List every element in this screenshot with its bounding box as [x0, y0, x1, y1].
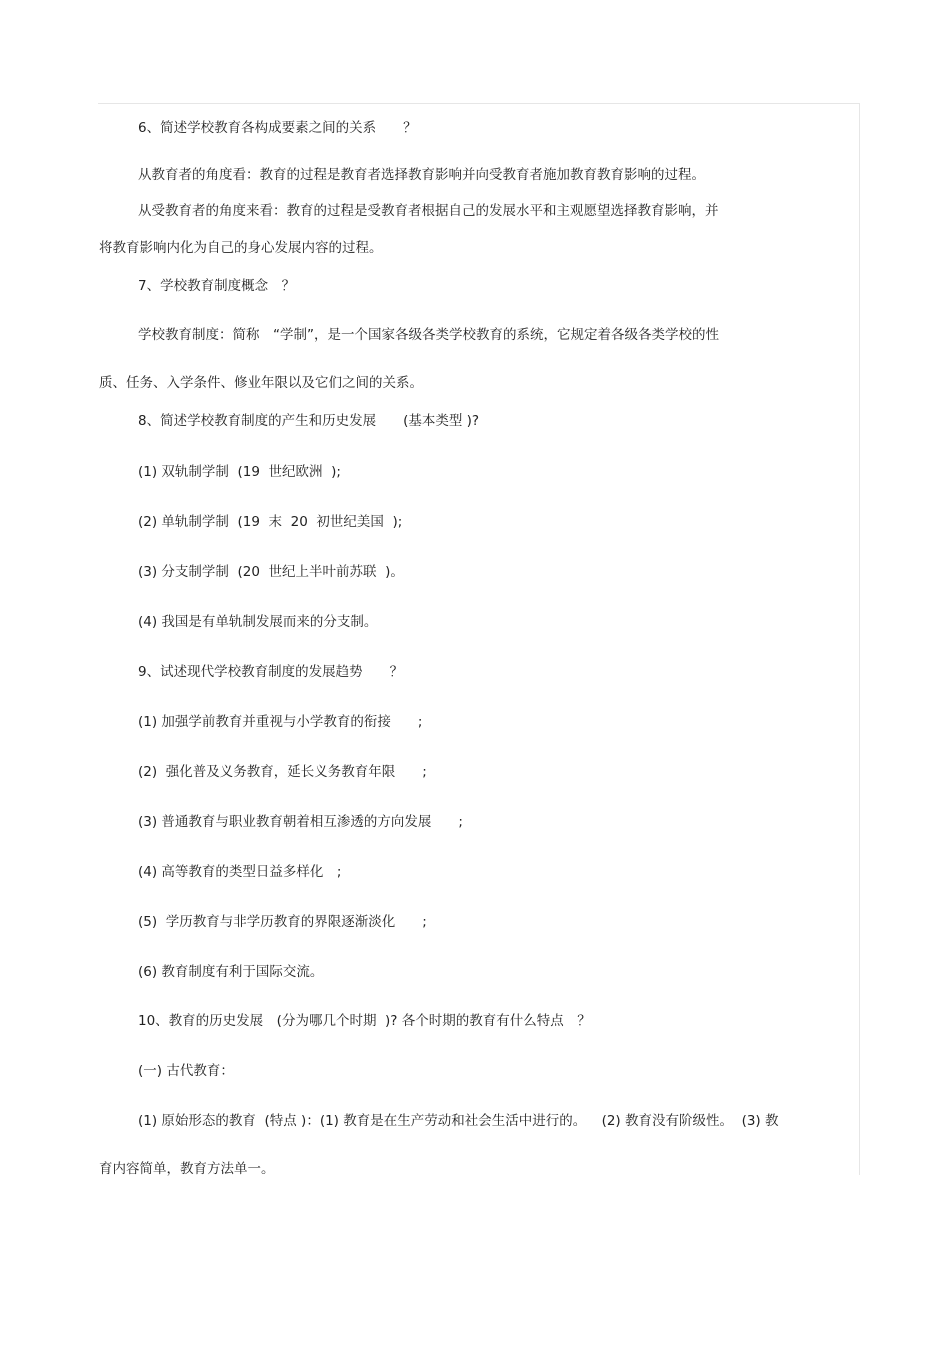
question-7-heading: 7、学校教育制度概念 ？ [138, 278, 296, 294]
list-item: (4) 我国是有单轨制发展而来的分支制。 [138, 614, 378, 630]
question-8-heading: 8、简述学校教育制度的产生和历史发展 (基本类型 )? [138, 413, 480, 429]
list-item: (4) 高等教育的类型日益多样化 ; [138, 864, 342, 880]
question-9-heading: 9、试述现代学校教育制度的发展趋势 ？ [138, 664, 404, 680]
paragraph-school-system-line1: 学校教育制度：简称 “学制”，是一个国家各级各类学校教育的系统，它规定着各级各类学校的性 [138, 327, 719, 343]
paragraph-learner-view-line2: 将教育影响内化为自己的身心发展内容的过程。 [99, 240, 383, 256]
list-item: (2) 单轨制学制 (19 末 20 初世纪美国 ); [138, 514, 403, 530]
list-item: (2) 强化普及义务教育，延长义务教育年限 ; [138, 764, 427, 780]
list-item: (5) 学历教育与非学历教育的界限逐渐淡化 ; [138, 914, 427, 930]
list-item: (1) 加强学前教育并重视与小学教育的衔接 ; [138, 714, 423, 730]
list-item: (1) 双轨制学制 (19 世纪欧洲 ); [138, 464, 341, 480]
page-frame-top-border [98, 103, 860, 104]
paragraph-educator-view: 从教育者的角度看：教育的过程是教育者选择教育影响并向受教育者施加教育教育影响的过程。 [138, 167, 705, 183]
paragraph-primitive-education-line2: 育内容简单，教育方法单一。 [99, 1161, 275, 1177]
list-item: (3) 普通教育与职业教育朝着相互渗透的方向发展 ; [138, 814, 463, 830]
paragraph-school-system-line2: 质、任务、入学条件、修业年限以及它们之间的关系。 [99, 375, 423, 391]
paragraph-primitive-education-line1: (1) 原始形态的教育 (特点 )：(1) 教育是在生产劳动和社会生活中进行的。 (2) 教育没有阶级性。 (3) 教 [138, 1113, 779, 1129]
page-frame-right-border [859, 103, 860, 1175]
section-ancient-education: (一) 古代教育： [138, 1063, 234, 1079]
question-6-heading: 6、简述学校教育各构成要素之间的关系 ？ [138, 120, 417, 136]
question-10-heading: 10、教育的历史发展 (分为哪几个时期 )? 各个时期的教育有什么特点 ？ [138, 1013, 591, 1029]
list-item: (6) 教育制度有利于国际交流。 [138, 964, 324, 980]
paragraph-learner-view-line1: 从受教育者的角度来看：教育的过程是受教育者根据自己的发展水平和主观愿望选择教育影响，并 [138, 203, 719, 219]
list-item: (3) 分支制学制 (20 世纪上半叶前苏联 )。 [138, 564, 404, 580]
